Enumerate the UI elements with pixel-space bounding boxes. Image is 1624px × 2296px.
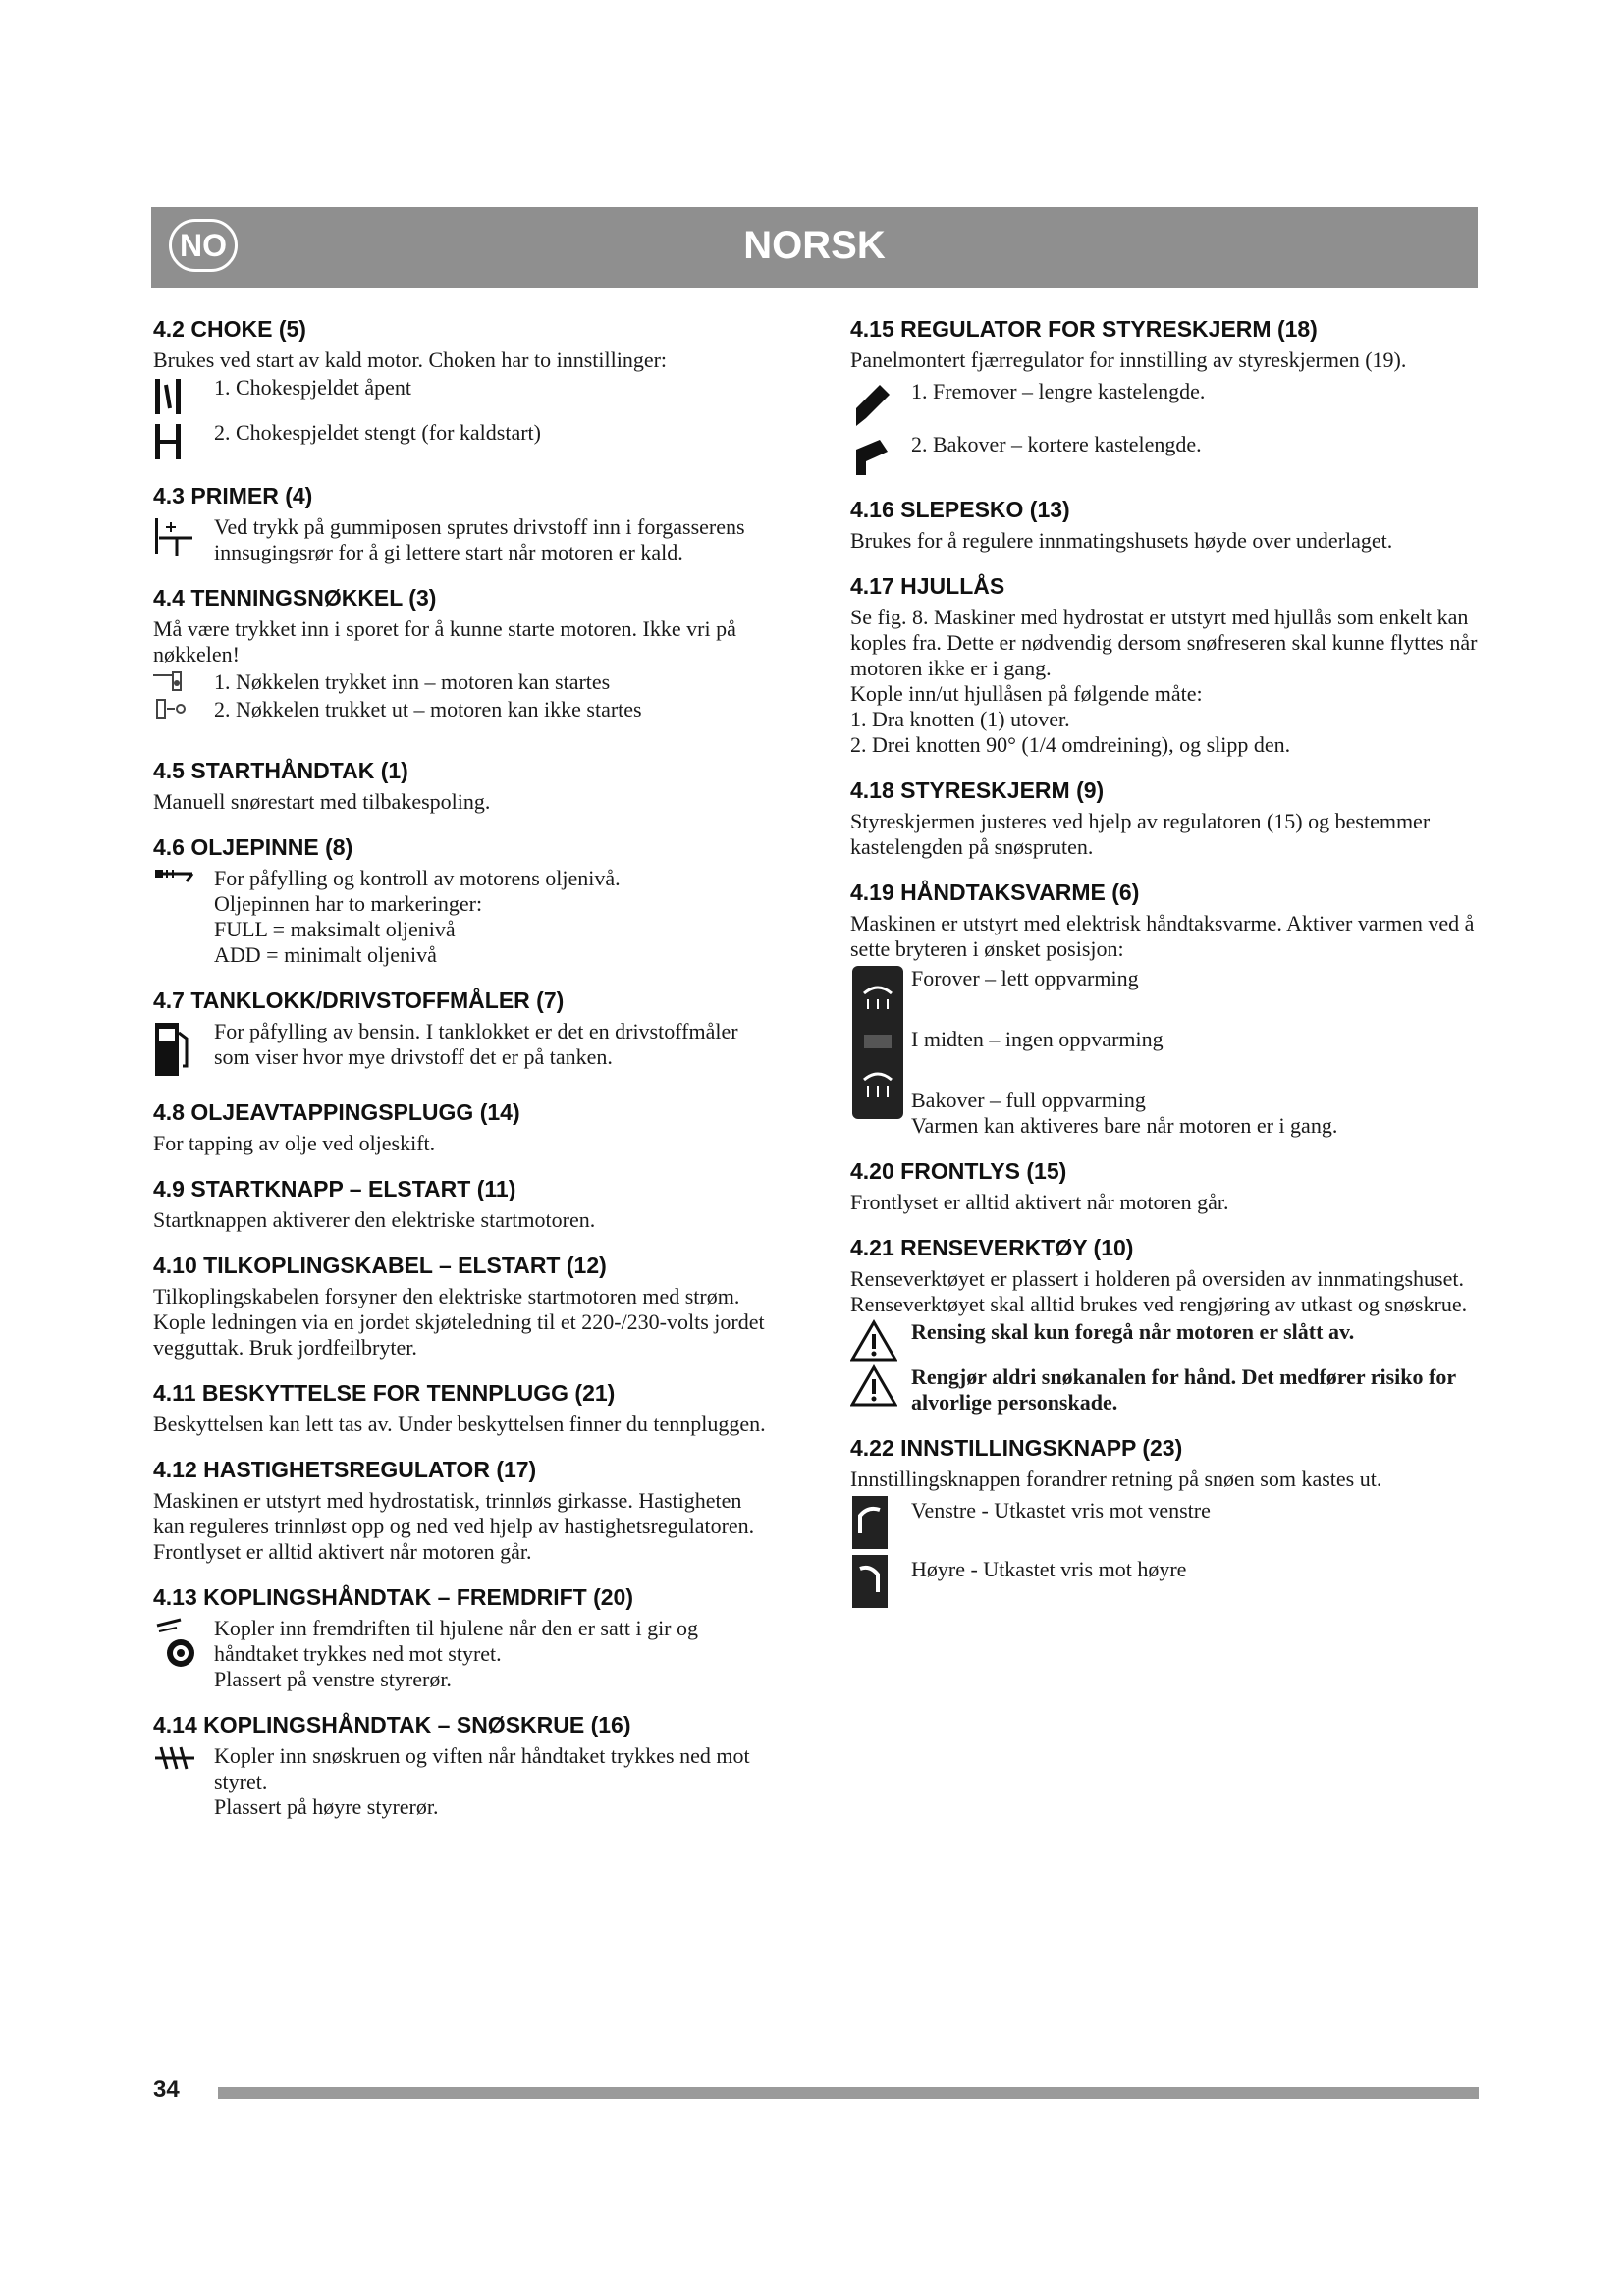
header-bar bbox=[151, 207, 1478, 288]
list-item bbox=[153, 697, 772, 722]
section-text: Frontlyset er alltid aktivert når motoren går. bbox=[153, 1539, 532, 1564]
section-spark-plug-cover bbox=[153, 1378, 772, 1437]
section-heading: 4.6 OLJEPINNE (8) bbox=[153, 834, 353, 860]
heater-middle-label: I midten – ingen oppvarming bbox=[911, 1027, 1164, 1051]
section-intro: Panelmontert fjærregulator for innstilling av styreskjermen (19). bbox=[850, 347, 1407, 372]
dipstick-line: For påfylling og kontroll av motorens oljenivå. bbox=[214, 866, 621, 890]
section-handle-heating bbox=[850, 878, 1479, 1139]
drive-clutch-text: Kopler inn fremdriften til hjulene når den er satt i gir og håndtaket trykkes ned mot styret. bbox=[214, 1616, 699, 1666]
section-primer bbox=[153, 481, 772, 565]
fuel-text: For påfylling av bensin. I tanklokket er det en drivstoffmåler som viser hvor mye drivstoff det er på tanken. bbox=[214, 1019, 738, 1069]
drive-clutch-location: Plassert på venstre styrerør. bbox=[214, 1667, 452, 1691]
list-item bbox=[153, 1743, 772, 1820]
heater-options bbox=[850, 964, 1479, 1139]
section-intro: Maskinen er utstyrt med elektrisk håndtaksvarme. Aktiver varmen ved å sette bryteren i ønsket posisjon: bbox=[850, 911, 1475, 961]
section-text: For tapping av olje ved oljeskift. bbox=[153, 1131, 436, 1155]
list-item bbox=[153, 514, 772, 565]
section-heading: 4.10 TILKOPLINGSKABEL – ELSTART (12) bbox=[153, 1253, 607, 1278]
key-removed-label: 2. Nøkkelen trukket ut – motoren kan ikke startes bbox=[214, 697, 642, 721]
list-item bbox=[850, 379, 1479, 430]
fuel-pump-icon bbox=[153, 1019, 214, 1080]
dipstick-line: FULL = maksimalt oljenivå bbox=[214, 917, 456, 941]
auger-clutch-text: Kopler inn snøskruen og viften når håndtaket trykkes ned mot styret. bbox=[214, 1743, 750, 1793]
section-heading: 4.15 REGULATOR FOR STYRESKJERM (18) bbox=[850, 316, 1318, 342]
section-drive-clutch bbox=[153, 1582, 772, 1692]
section-heading: 4.16 SLEPESKO (13) bbox=[850, 497, 1070, 522]
heater-back-label: Bakover – full oppvarming bbox=[911, 1088, 1146, 1112]
section-start-button bbox=[153, 1174, 772, 1233]
heater-forward-label: Forover – lett oppvarming bbox=[911, 966, 1139, 990]
list-item bbox=[153, 1616, 772, 1692]
section-chute-regulator bbox=[850, 314, 1479, 477]
list-item bbox=[153, 669, 772, 695]
adjust-right-label: Høyre - Utkastet vris mot høyre bbox=[911, 1557, 1187, 1581]
section-connection-cable bbox=[153, 1251, 772, 1361]
section-cleaning-tool bbox=[850, 1233, 1479, 1415]
section-text: Se fig. 8. Maskiner med hydrostat er utstyrt med hjullås som enkelt kan koples fra. Dette er nødvendig dersom snøfreseren skal kunne flyttes når motoren ikke er i gang. bbox=[850, 605, 1478, 680]
chute-forward-label: 1. Fremover – lengre kastelengde. bbox=[911, 379, 1206, 403]
section-text: Manuell snørestart med tilbakespoling. bbox=[153, 789, 491, 814]
section-heading: 4.18 STYRESKJERM (9) bbox=[850, 777, 1105, 803]
section-headlight bbox=[850, 1156, 1479, 1215]
language-badge: NO bbox=[169, 219, 238, 272]
chute-forward-icon bbox=[850, 379, 911, 430]
section-choke bbox=[153, 314, 772, 463]
section-skid-shoe bbox=[850, 495, 1479, 554]
section-heading: 4.9 STARTKNAPP – ELSTART (11) bbox=[153, 1176, 516, 1201]
list-item bbox=[153, 375, 772, 418]
right-column bbox=[850, 314, 1479, 1632]
section-intro: Må være trykket inn i sporet for å kunne starte motoren. Ikke vri på nøkkelen! bbox=[153, 616, 736, 667]
warning-icon bbox=[850, 1319, 911, 1362]
list-item bbox=[153, 420, 772, 463]
section-text: Tilkoplingskabelen forsyner den elektriske startmotoren med strøm. Kople ledningen via en jordet skjøteledning til et 220-/230-volts jordet vegguttak. Bruk jordfeilbryter. bbox=[153, 1284, 765, 1360]
warning-icon bbox=[850, 1364, 911, 1408]
section-oil-drain bbox=[153, 1097, 772, 1156]
section-heading: 4.13 KOPLINGSHÅNDTAK – FREMDRIFT (20) bbox=[153, 1584, 634, 1610]
section-text: Maskinen er utstyrt med hydrostatisk, trinnløs girkasse. Hastigheten kan reguleres trinnløst opp og ned ved hjelp av hastighetsregulatoren. bbox=[153, 1488, 755, 1538]
section-text: Frontlyset er alltid aktivert når motoren går. bbox=[850, 1190, 1229, 1214]
section-wheel-lock bbox=[850, 571, 1479, 758]
chute-backward-label: 2. Bakover – kortere kastelengde. bbox=[911, 432, 1202, 456]
section-line: 2. Drei knotten 90° (1/4 omdreining), og slipp den. bbox=[850, 732, 1291, 757]
adjust-left-label: Venstre - Utkastet vris mot venstre bbox=[911, 1498, 1211, 1522]
chute-backward-icon bbox=[850, 432, 911, 477]
section-line: 1. Dra knotten (1) utover. bbox=[850, 707, 1070, 731]
choke-open-icon bbox=[153, 375, 214, 418]
list-item bbox=[850, 432, 1479, 477]
section-heading: 4.12 HASTIGHETSREGULATOR (17) bbox=[153, 1457, 537, 1482]
section-chute bbox=[850, 775, 1479, 860]
section-dipstick bbox=[153, 832, 772, 968]
section-text: Beskyttelsen kan lett tas av. Under beskyttelsen finner du tennpluggen. bbox=[153, 1412, 766, 1436]
section-adjust-knob bbox=[850, 1433, 1479, 1615]
auger-icon bbox=[153, 1743, 214, 1773]
footer-bar bbox=[218, 2087, 1479, 2099]
warning-text: Rengjør aldri snøkanalen for hånd. Det medfører risiko for alvorlige personskade. bbox=[911, 1364, 1456, 1415]
section-starter-handle bbox=[153, 756, 772, 815]
dipstick-line: ADD = minimalt oljenivå bbox=[214, 942, 437, 967]
page-title: NORSK bbox=[743, 224, 886, 267]
section-heading: 4.19 HÅNDTAKSVARME (6) bbox=[850, 880, 1140, 905]
section-text: Startknappen aktiverer den elektriske startmotoren. bbox=[153, 1207, 596, 1232]
section-ignition-key bbox=[153, 583, 772, 722]
page-number: 34 bbox=[153, 2076, 180, 2103]
section-text: Brukes for å regulere innmatingshusets høyde over underlaget. bbox=[850, 528, 1393, 553]
adjust-options bbox=[850, 1494, 1479, 1615]
section-line: Kople inn/ut hjullåsen på følgende måte: bbox=[850, 681, 1203, 706]
section-intro: Innstillingsknappen forandrer retning på snøen som kastes ut. bbox=[850, 1467, 1382, 1491]
choke-closed-icon bbox=[153, 420, 214, 463]
section-heading: 4.20 FRONTLYS (15) bbox=[850, 1158, 1067, 1184]
dipstick-line: Oljepinnen har to markeringer: bbox=[214, 891, 483, 916]
primer-text: Ved trykk på gummiposen sprutes drivstoff inn i forgasserens innsugingsrør for å gi lettere start når motoren er kald. bbox=[214, 514, 745, 564]
section-heading: 4.11 BESKYTTELSE FOR TENNPLUGG (21) bbox=[153, 1380, 616, 1406]
key-removed-icon bbox=[153, 697, 214, 722]
section-auger-clutch bbox=[153, 1710, 772, 1820]
section-fuel-cap bbox=[153, 986, 772, 1080]
key-inserted-label: 1. Nøkkelen trykket inn – motoren kan startes bbox=[214, 669, 611, 694]
section-heading: 4.14 KOPLINGSHÅNDTAK – SNØSKRUE (16) bbox=[153, 1712, 631, 1737]
chute-direction-icon bbox=[850, 1494, 911, 1615]
primer-icon bbox=[153, 514, 214, 558]
section-text: Renseverktøyet er plassert i holderen på oversiden av innmatingshuset. Renseverktøyet skal alltid brukes ved rengjøring av utkast og snøskrue. bbox=[850, 1266, 1468, 1316]
section-heading: 4.8 OLJEAVTAPPINGSPLUGG (14) bbox=[153, 1099, 520, 1125]
dipstick-icon bbox=[153, 866, 214, 885]
list-item bbox=[153, 866, 772, 968]
section-heading: 4.7 TANKLOKK/DRIVSTOFFMÅLER (7) bbox=[153, 988, 565, 1013]
warning-item bbox=[850, 1319, 1479, 1362]
heater-switch-icon bbox=[850, 964, 911, 1126]
warning-text: Rensing skal kun foregå når motoren er slått av. bbox=[911, 1319, 1355, 1344]
warning-item bbox=[850, 1364, 1479, 1415]
left-column bbox=[153, 314, 772, 1838]
choke-closed-label: 2. Chokespjeldet stengt (for kaldstart) bbox=[214, 420, 541, 445]
section-heading: 4.4 TENNINGSNØKKEL (3) bbox=[153, 585, 437, 611]
choke-open-label: 1. Chokespjeldet åpent bbox=[214, 375, 412, 400]
section-heading: 4.3 PRIMER (4) bbox=[153, 483, 313, 508]
drive-wheel-icon bbox=[153, 1616, 214, 1671]
section-speed-regulator bbox=[153, 1455, 772, 1565]
heater-note: Varmen kan aktiveres bare når motoren er i gang. bbox=[911, 1113, 1338, 1138]
section-heading: 4.22 INNSTILLINGSKNAPP (23) bbox=[850, 1435, 1183, 1461]
auger-clutch-location: Plassert på høyre styrerør. bbox=[214, 1794, 439, 1819]
list-item bbox=[153, 1019, 772, 1080]
section-heading: 4.17 HJULLÅS bbox=[850, 573, 1005, 599]
section-heading: 4.2 CHOKE (5) bbox=[153, 316, 306, 342]
section-intro: Brukes ved start av kald motor. Choken har to innstillinger: bbox=[153, 347, 668, 372]
section-text: Styreskjermen justeres ved hjelp av regulatoren (15) og bestemmer kastelengden på snøspruten. bbox=[850, 809, 1431, 859]
section-heading: 4.21 RENSEVERKTØY (10) bbox=[850, 1235, 1134, 1260]
key-inserted-icon bbox=[153, 669, 214, 695]
section-heading: 4.5 STARTHÅNDTAK (1) bbox=[153, 758, 408, 783]
